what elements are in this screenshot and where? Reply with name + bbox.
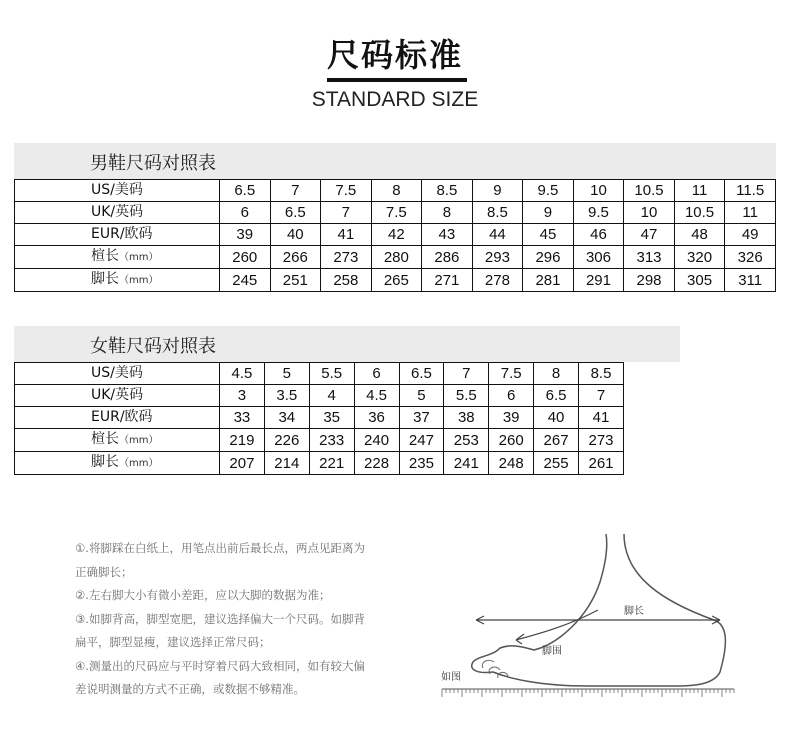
size-cell: 8 [422,202,473,224]
row-label-text: 脚长 [91,271,119,287]
title-underline [327,78,467,82]
size-cell: 298 [624,269,675,292]
measuring-ruler [442,689,734,697]
size-cell: 34 [264,407,309,429]
size-cell: 311 [725,269,776,292]
size-row [15,269,776,292]
foot-outline [472,534,726,686]
size-cell: 5.5 [444,385,489,407]
size-cell: 7.5 [371,202,422,224]
size-cell: 226 [264,429,309,452]
size-cell: 39 [220,224,271,246]
row-unit: （mm） [119,458,159,469]
note-line: ②.左右脚大小有微小差距，应以大脚的数据为准； [75,588,331,602]
size-cell: 291 [573,269,624,292]
size-cell: 9 [523,202,574,224]
men-size-section [14,143,776,292]
size-cell: 207 [220,452,265,475]
size-cell: 233 [309,429,354,452]
size-cell: 235 [399,452,444,475]
size-cell: 6.5 [399,363,444,385]
size-cell: 48 [674,224,725,246]
size-cell: 245 [220,269,271,292]
size-cell: 260 [489,429,534,452]
women-size-chart-title: 女鞋尺码对照表 [14,326,680,362]
size-cell: 219 [220,429,265,452]
size-cell: 296 [523,246,574,269]
size-cell: 43 [422,224,473,246]
size-cell: 47 [624,224,675,246]
size-cell: 49 [725,224,776,246]
page-title: 尺码标准 [326,36,463,74]
size-cell: 10.5 [674,202,725,224]
size-cell: 9.5 [573,202,624,224]
size-cell: 4 [309,385,354,407]
row-label-text: UK/英码 [91,204,144,220]
size-cell: 5 [264,363,309,385]
note-line: 扁平，脚型显瘦，建议选择正常尺码； [75,635,271,649]
men-size-chart-title: 男鞋尺码对照表 [14,143,776,179]
size-cell: 44 [472,224,523,246]
row-label [15,452,220,475]
size-cell: 37 [399,407,444,429]
size-cell: 253 [444,429,489,452]
note-line: ④.测量出的尺码应与平时穿着尺码大致相同，如有较大偏 [75,658,365,673]
size-cell: 4.5 [354,385,399,407]
size-cell: 9.5 [523,180,574,202]
size-cell: 6.5 [534,385,579,407]
size-row [15,246,776,269]
size-cell: 8.5 [579,363,624,385]
size-cell: 265 [371,269,422,292]
note-line: 正确脚长； [75,564,133,579]
size-cell: 286 [422,246,473,269]
size-row [15,224,776,246]
size-cell: 4.5 [220,363,265,385]
row-label [15,385,220,407]
size-cell: 258 [321,269,372,292]
row-label-text: UK/英码 [91,387,144,403]
size-cell: 8 [534,363,579,385]
page-subtitle: STANDARD SIZE [311,88,479,111]
measuring-notes [75,537,425,702]
size-cell: 5.5 [309,363,354,385]
row-unit: （mm） [119,435,159,446]
women-size-table [14,362,624,475]
size-cell: 6.5 [270,202,321,224]
size-row [15,385,624,407]
size-cell: 41 [321,224,372,246]
women-size-section [14,326,680,475]
size-cell: 10 [573,180,624,202]
row-unit: （mm） [119,275,159,286]
size-cell: 42 [371,224,422,246]
size-cell: 228 [354,452,399,475]
size-cell: 260 [220,246,271,269]
size-cell: 306 [573,246,624,269]
size-cell: 271 [422,269,473,292]
size-cell: 221 [309,452,354,475]
size-cell: 9 [472,180,523,202]
size-cell: 41 [579,407,624,429]
size-row [15,363,624,385]
size-cell: 46 [573,224,624,246]
note-line: ③.如脚背高，脚型宽肥，建议选择偏大一个尺码。如脚背 [75,611,365,626]
size-cell: 8 [371,180,422,202]
row-label-text: EUR/欧码 [91,226,153,242]
size-cell: 240 [354,429,399,452]
size-cell: 255 [534,452,579,475]
size-cell: 36 [354,407,399,429]
size-cell: 6 [489,385,534,407]
size-cell: 313 [624,246,675,269]
size-cell: 10.5 [624,180,675,202]
size-cell: 281 [523,269,574,292]
size-cell: 241 [444,452,489,475]
size-cell: 7 [270,180,321,202]
row-label [15,269,220,292]
foot-measurement-diagram [438,522,738,702]
size-cell: 247 [399,429,444,452]
size-cell: 11 [674,180,725,202]
size-cell: 326 [725,246,776,269]
size-cell: 3 [220,385,265,407]
row-label [15,224,220,246]
row-label [15,429,220,452]
size-cell: 7 [321,202,372,224]
size-cell: 7 [444,363,489,385]
size-cell: 214 [264,452,309,475]
size-row [15,429,624,452]
size-cell: 40 [534,407,579,429]
size-cell: 6 [354,363,399,385]
size-cell: 266 [270,246,321,269]
size-cell: 278 [472,269,523,292]
size-cell: 35 [309,407,354,429]
size-cell: 33 [220,407,265,429]
size-cell: 3.5 [264,385,309,407]
size-cell: 261 [579,452,624,475]
row-unit: （mm） [119,252,159,263]
size-cell: 45 [523,224,574,246]
row-label [15,363,220,385]
size-cell: 5 [399,385,444,407]
men-size-table [14,179,776,292]
size-cell: 8.5 [422,180,473,202]
size-cell: 280 [371,246,422,269]
size-cell: 7.5 [489,363,534,385]
foot-girth-label: 脚围 [542,646,562,657]
row-label-text: US/美码 [91,182,143,198]
size-cell: 10 [624,202,675,224]
row-label-text: 楦长 [91,431,119,447]
size-cell: 293 [472,246,523,269]
size-cell: 6 [220,202,271,224]
size-cell: 273 [579,429,624,452]
row-label [15,202,220,224]
size-cell: 267 [534,429,579,452]
size-cell: 6.5 [220,180,271,202]
foot-length-arrow [476,616,720,624]
size-cell: 38 [444,407,489,429]
size-cell: 7.5 [321,180,372,202]
row-label [15,246,220,269]
size-cell: 8.5 [472,202,523,224]
size-row [15,202,776,224]
row-label-text: 脚长 [91,454,119,470]
size-row [15,180,776,202]
size-cell: 40 [270,224,321,246]
size-row [15,407,624,429]
size-row [15,452,624,475]
row-label-text: EUR/欧码 [91,409,153,425]
note-line: 差说明测量的方式不正确，或数据不够精准。 [75,682,305,696]
size-cell: 320 [674,246,725,269]
size-cell: 7 [579,385,624,407]
row-label [15,407,220,429]
row-label-text: US/美码 [91,365,143,381]
note-line: ①.将脚踩在白纸上，用笔点出前后最长点，两点见距离为 [75,541,365,555]
as-shown-label: 如图 [441,672,461,683]
row-label [15,180,220,202]
size-cell: 39 [489,407,534,429]
size-cell: 11.5 [725,180,776,202]
row-label-text: 楦长 [91,248,119,264]
foot-length-label: 脚长 [624,606,644,617]
size-cell: 248 [489,452,534,475]
size-cell: 251 [270,269,321,292]
size-cell: 305 [674,269,725,292]
size-cell: 273 [321,246,372,269]
size-cell: 11 [725,202,776,224]
